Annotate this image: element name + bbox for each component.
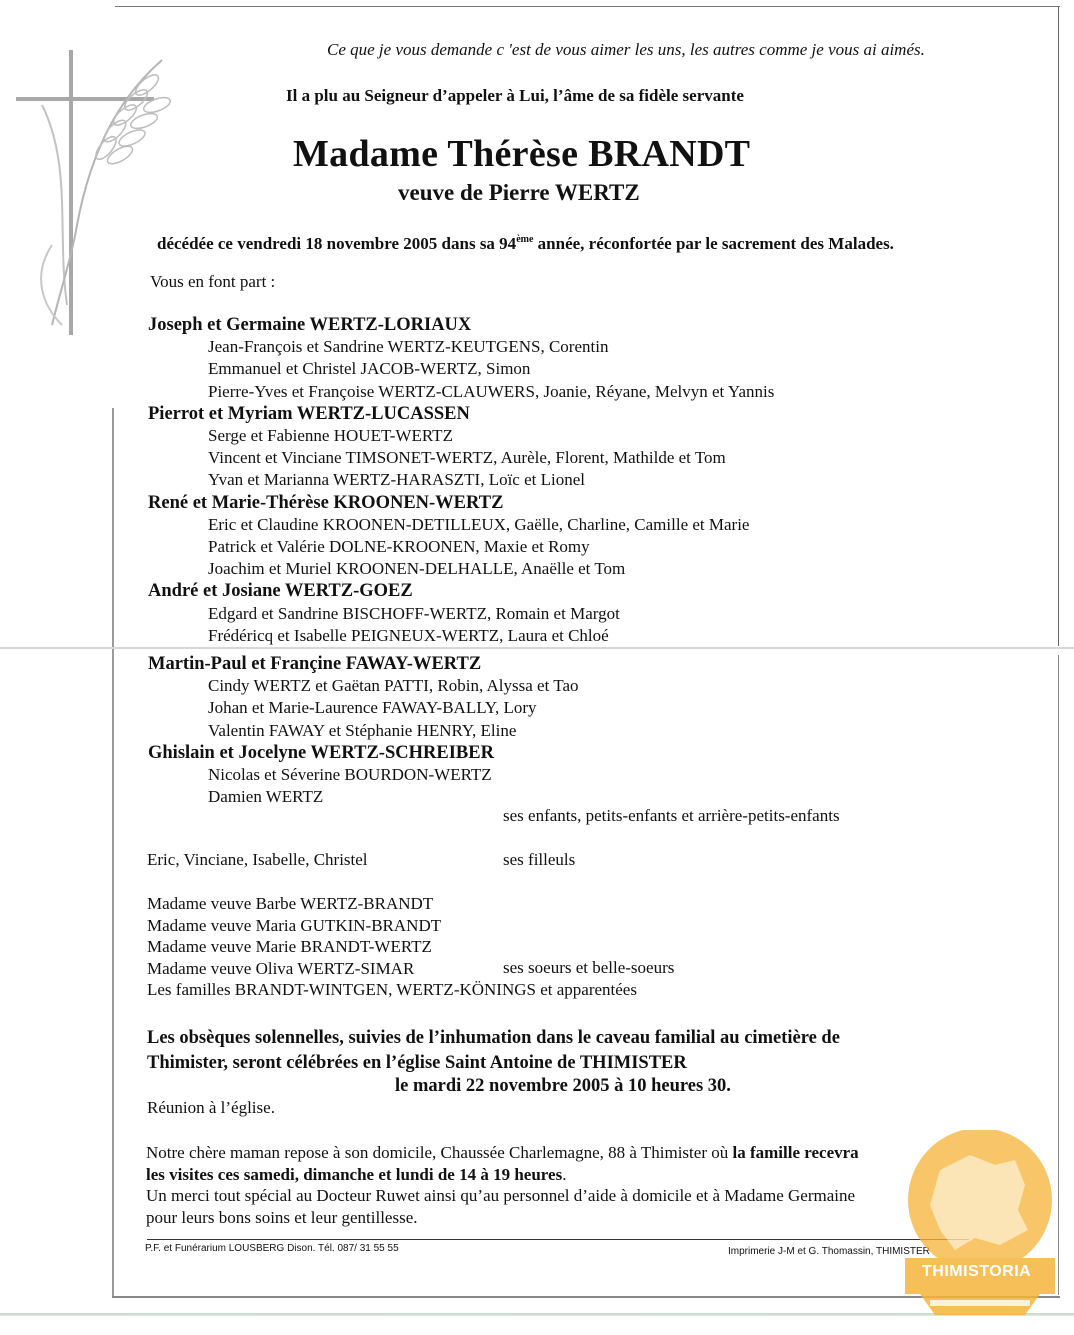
watermark-text: THIMISTORIA [922, 1263, 1032, 1280]
family-head: René et Marie-Thérèse KROONEN-WERTZ [148, 492, 504, 513]
family-member: Emmanuel et Christel JACOB-WERTZ, Simon [208, 359, 531, 379]
notes-line-3: Un merci tout spécial au Docteur Ruwet ainsi qu’au personnel d’aide à domicile et à Madame Germaine [146, 1186, 856, 1205]
godchildren-role: ses filleuls [503, 850, 576, 869]
page-border-top [115, 6, 1060, 7]
family-member: Serge et Fabienne HOUET-WERTZ [208, 426, 453, 446]
siblings-role: ses soeurs et belle-soeurs [503, 958, 675, 977]
family-head: Martin-Paul et Françine FAWAY-WERTZ [148, 654, 482, 675]
family-group-0 [148, 314, 1048, 403]
family-member: Cindy WERTZ et Gaëtan PATTI, Robin, Alyssa et Tao [208, 676, 579, 696]
death-line-start: décédée ce vendredi 18 novembre 2005 dans sa 94 [157, 234, 517, 253]
family-list [148, 314, 1048, 808]
sibling-line: Madame veuve Maria GUTKIN-BRANDT [147, 915, 442, 935]
printer-credit: Imprimerie J-M et G. Thomassin, THIMISTER [728, 1246, 930, 1257]
family-head: Joseph et Germaine WERTZ-LORIAUX [148, 315, 472, 335]
funeral-notice [147, 1026, 840, 1076]
widow-of: veuve de Pierre WERTZ [398, 180, 640, 205]
family-member: Yvan et Marianna WERTZ-HARASZTI, Loïc et Lionel [208, 470, 585, 490]
footer-rule [147, 1239, 969, 1240]
family-head: Ghislain et Jocelyne WERTZ-SCHREIBER [148, 742, 494, 763]
family-group-4 [148, 653, 1048, 742]
family-group-3 [148, 580, 1048, 647]
visitation-notes [146, 1142, 859, 1228]
sibling-line: Madame veuve Marie BRANDT-WERTZ [147, 937, 432, 956]
family-member: Patrick et Valérie DOLNE-KROONEN, Maxie et Romy [208, 537, 590, 557]
death-line [157, 234, 894, 254]
page-border-left [112, 408, 114, 1296]
family-member: Joachim et Muriel KROONEN-DELHALLE, Anaëlle et Tom [208, 559, 626, 579]
family-head: André et Josiane WERTZ-GOEZ [148, 581, 413, 602]
family-member: Nicolas et Séverine BOURDON-WERTZ [208, 765, 492, 785]
family-member: Johan et Marie-Laurence FAWAY-BALLY, Lory [208, 698, 537, 718]
godchildren-names: Eric, Vinciane, Isabelle, Christel [147, 850, 368, 869]
meeting-place: Réunion à l’église. [147, 1098, 275, 1117]
family-group-1 [148, 403, 1048, 492]
notes-line-2 [146, 1164, 859, 1186]
family-member: Vincent et Vinciane TIMSONET-WERTZ, Aurèle, Florent, Mathilde et Tom [208, 448, 726, 468]
notes-bold-text: la famille recevra [732, 1143, 859, 1162]
intro-line: Il a plu au Seigneur d’appeler à Lui, l’âme de sa fidèle servante [286, 86, 744, 105]
family-member: Valentin FAWAY et Stéphanie HENRY, Eline [208, 720, 517, 740]
bible-quote: Ce que je vous demande c 'est de vous aimer les uns, les autres comme je vous ai aimés. [327, 40, 925, 59]
sibling-line: Les familles BRANDT-WINTGEN, WERTZ-KÖNINGS et apparentées [147, 980, 637, 999]
family-group-2 [148, 492, 1048, 581]
sibling-line: Madame veuve Barbe WERTZ-BRANDT [147, 894, 434, 913]
family-head: Pierrot et Myriam WERTZ-LUCASSEN [148, 403, 470, 424]
family-member: Eric et Claudine KROONEN-DETILLEUX, Gaëlle, Charline, Camille et Marie [208, 514, 750, 534]
notes-bold-text: les visites ces samedi, dimanche et lundi de 14 à 19 heures [146, 1164, 563, 1184]
funeral-line-2: Thimister, seront célébrées en l’église Saint Antoine de THIMISTER [147, 1053, 687, 1073]
funeral-date: le mardi 22 novembre 2005 à 10 heures 30. [395, 1076, 731, 1096]
family-group-5 [148, 742, 1048, 809]
family-member: Jean-François et Sandrine WERTZ-KEUTGENS, Corentin [208, 337, 609, 357]
sibling-line: Madame veuve Oliva WERTZ-SIMAR [147, 958, 415, 978]
page-border-right [1058, 6, 1059, 646]
funeral-home-credit: P.F. et Funérarium LOUSBERG Dison. Tél. 087/ 31 55 55 [145, 1243, 399, 1254]
ordinal-suffix: ème [516, 234, 534, 245]
death-line-end: année, réconfortée par le sacrement des Malades. [533, 234, 894, 253]
deceased-name: Madame Thérèse BRANDT [293, 133, 751, 175]
notes-text: . [562, 1164, 567, 1184]
announce-line: Vous en font part : [150, 272, 276, 291]
notes-text: Notre chère maman repose à son domicile, Chaussée Charlemagne, 88 à Thimister où [146, 1143, 733, 1162]
family-member: Pierre-Yves et Françoise WERTZ-CLAUWERS, Joanie, Réyane, Melvyn et Yannis [208, 381, 775, 401]
thimistoria-logo-icon [900, 1130, 1060, 1330]
family-member: Edgard et Sandrine BISCHOFF-WERTZ, Romain et Margot [208, 603, 620, 623]
funeral-line-1: Les obsèques solennelles, suivies de l’inhumation dans le caveau familial au cimetière de [147, 1028, 840, 1048]
notes-line-4: pour leurs bons soins et leur gentillesse. [146, 1207, 418, 1227]
siblings-list [147, 893, 637, 1001]
children-role: ses enfants, petits-enfants et arrière-petits-enfants [503, 806, 840, 825]
family-member: Damien WERTZ [208, 787, 324, 807]
notes-line-1 [146, 1142, 859, 1164]
family-member: Frédéricq et Isabelle PEIGNEUX-WERTZ, Laura et Chloé [208, 625, 609, 645]
cross-wheat-icon [12, 45, 192, 345]
